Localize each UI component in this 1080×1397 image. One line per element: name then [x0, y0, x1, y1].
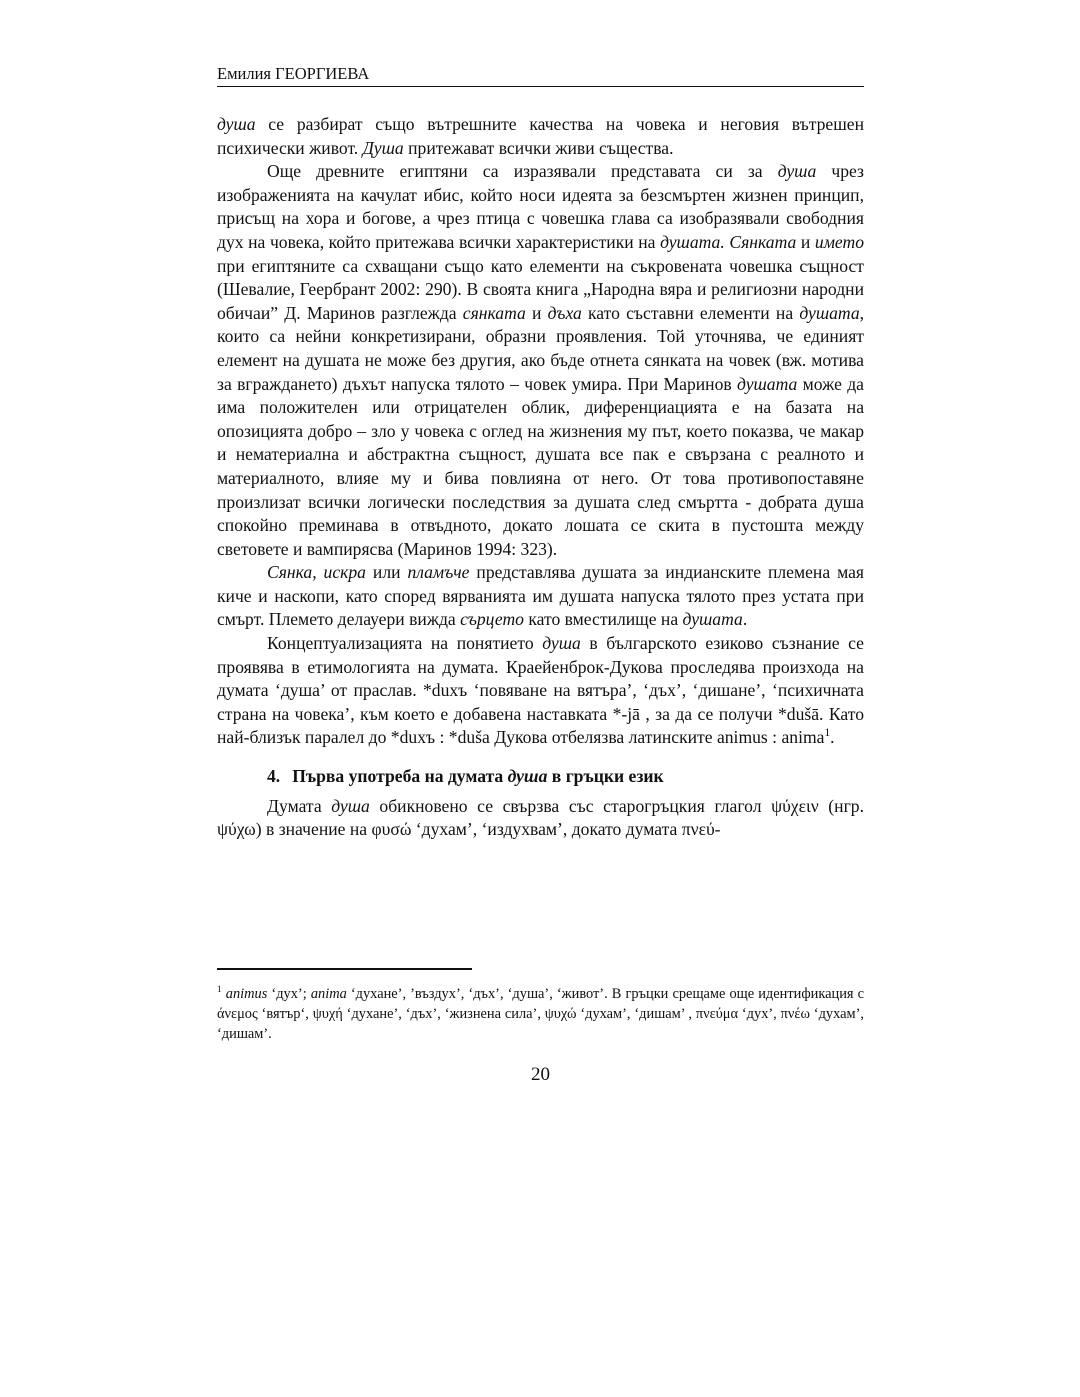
- paragraph-3: [217, 561, 864, 632]
- text-run: ‘духане’, ’въздух’, ‘дъх’, ‘душа’, ‘живот’. В гръцки срещаме още идентификация с άνεμος ‘вятър‘, ψυχή ‘духане’, ‘дъх’, ‘жизнена сила’, ψυχώ ‘духам’, ‘дишам’ , πνεύμα ‘дух’, πνέω ‘духам’, ‘дишам’.: [217, 986, 864, 1042]
- text-run: Първа употреба на думата: [292, 766, 508, 787]
- section-number: 4.: [267, 766, 281, 787]
- text-run: Концептуализацията на понятието: [267, 633, 543, 654]
- italic-term: душата. Сянката: [660, 231, 797, 252]
- italic-term: Сянка, искра: [267, 562, 366, 583]
- footnote-ref: 1: [824, 727, 831, 740]
- text-run: чрез изображенията на качулат ибис, който носи идеята за безсмъртен жизнен принцип, присъщ на хора и богове, а чрез птица с човешка глава са изобразявали свободния дух на човека, който притежава всички характеристики на: [217, 161, 864, 252]
- italic-term: душа: [331, 795, 370, 816]
- text-run: Думата: [267, 795, 332, 816]
- text-run: се разбират също вътрешните качества на човека и неговия вътрешен психически живот.: [217, 114, 864, 158]
- text-run: или: [365, 562, 408, 583]
- text-run: ‘дух’;: [267, 986, 311, 1002]
- italic-term: душата: [737, 373, 798, 394]
- running-head-author: Емилия ГЕОРГИЕВА: [217, 64, 864, 87]
- text-run: обикновено се свързва със старогръцкия глагол ψύχειν (нгр. ψύχω) в значение на φυσώ ‘духам’, ‘издухвам’, докато думата πνεύ-: [217, 795, 864, 840]
- italic-term: душа: [507, 766, 548, 787]
- section-heading: [217, 765, 864, 789]
- italic-term: пламъче: [407, 562, 470, 583]
- text-run: и: [796, 231, 815, 252]
- text-run: Още древните египтяни са изразявали представата си за: [267, 161, 778, 182]
- footnote-divider: [217, 968, 472, 970]
- paragraph-1: [217, 113, 864, 160]
- text-run: .: [742, 609, 748, 630]
- text-run: притежават всички живи същества.: [403, 137, 674, 158]
- footnote-marker: 1: [217, 985, 222, 996]
- italic-term: душата: [799, 302, 860, 323]
- footnote: [217, 984, 864, 1044]
- paragraph-4: [217, 632, 864, 750]
- italic-term: сянката: [462, 302, 526, 323]
- page-number: 20: [531, 1064, 550, 1085]
- text-run: като съставни елементи на: [581, 302, 800, 323]
- footnote-text: [217, 986, 864, 1042]
- text-run: в българското езиково съзнание се проявява в етимологията на думата. Краейенброк-Дукова проследява произхода на думата ‘душа’ от праслав. *duxъ ‘повяване на вятъра’, ‘дъх’, ‘дишане’, ‘психичната страна на човека’, към което е добавена наставката *-jā , за да се получи *dušā. Като най-близък паралел до *duxъ : *duša Дукова отбелязва латинските animus : anima: [217, 633, 864, 748]
- italic-term: сърцето: [460, 609, 524, 630]
- italic-term: anima: [310, 986, 347, 1002]
- italic-term: душа: [217, 114, 256, 134]
- text-run: като вместилище на: [523, 609, 683, 630]
- text-run: в гръцки език: [547, 766, 664, 787]
- text-run: , които са нейни конкретизирани, образни проявления. Той уточнява, че единият елемент на душата не може без другия, ако бъде отнета сянката на човек (вж. мотива за вграждането) дъхът напуска тялото – човек умира. При Маринов: [217, 302, 865, 394]
- text-run: представлява душата за индианските племена мая киче и наскопи, като според вярванията им душата напуска тялото през устата при смърт. Племето делауери вижда: [217, 562, 864, 630]
- italic-term: animus: [225, 986, 268, 1002]
- body-text: [217, 113, 864, 842]
- text-run: при египтяните са схващани също като елементи на съкровената човешка същност (Шевалие, Геербрант 2002: 290). В своята книга „Народна вяра и религиозни народни обичаи” Д. Маринов разглежда: [217, 255, 864, 323]
- section-title: [292, 766, 663, 786]
- italic-term: дъха: [547, 302, 582, 323]
- paragraph-2: [217, 160, 864, 561]
- paragraph-5: [217, 795, 864, 842]
- text-run: и: [525, 302, 548, 323]
- text-run: може да има положителен или отрицателен облик, диференциацията е на базата на опозицията добро – зло у човека с оглед на жизнения му път, което показва, че макар и нематериална и абстрактна същност, душата все пак е свързана с реалното и материалното, влияе му и бива повлияна от него. От това противопоставяне произлизат всички логически последствия за душата след смъртта - добрата душа спокойно преминава в отвъдното, докато лошата се скита в пустошта между световете и вампирясва (Маринов 1994: 323).: [217, 373, 864, 559]
- italic-term: името: [814, 231, 864, 252]
- italic-term: душа: [542, 633, 581, 654]
- text-run: .: [830, 727, 835, 748]
- italic-term: Душа: [362, 137, 404, 158]
- italic-term: душата: [682, 609, 743, 630]
- italic-term: душа: [777, 161, 817, 182]
